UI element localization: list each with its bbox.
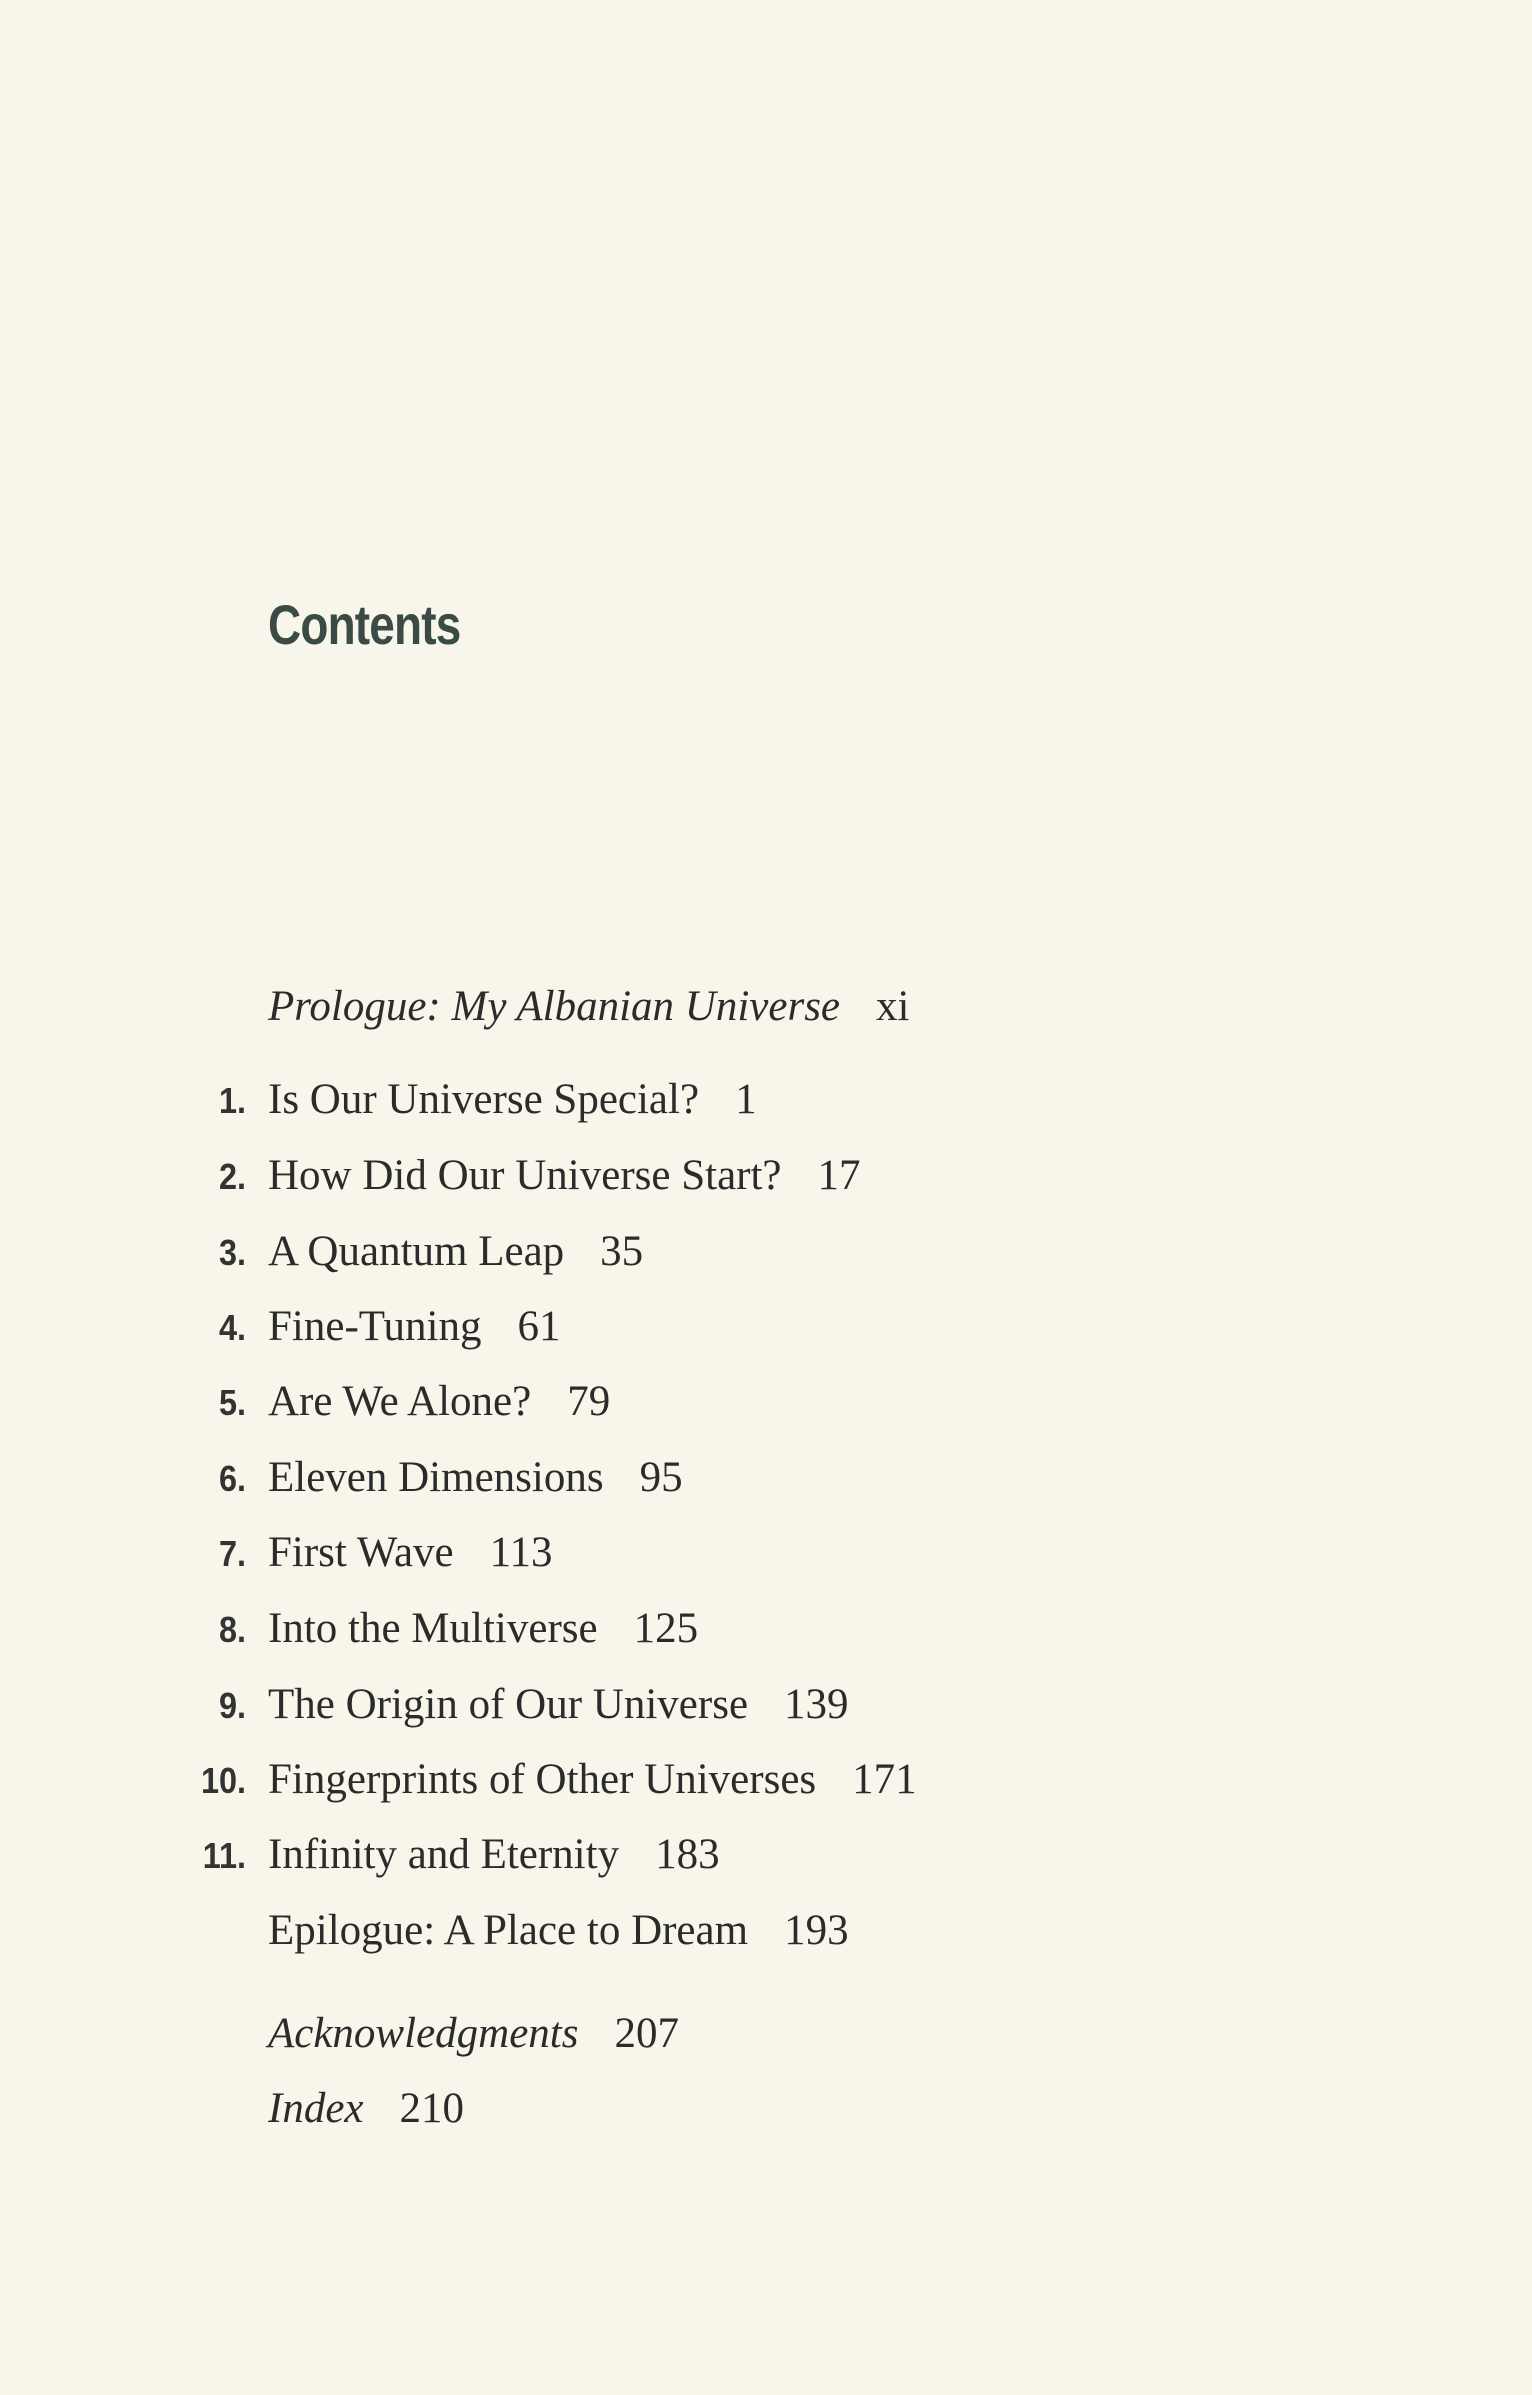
toc-entry-label: Is Our Universe Special?: [268, 1076, 700, 1123]
toc-entry-chapter-10[interactable]: [268, 1758, 917, 1801]
chapter-number: 7.: [218, 1533, 246, 1574]
page-title: Contents: [268, 593, 461, 656]
toc-entry-label: Prologue: My Albanian Universe: [268, 983, 841, 1030]
toc-entry-label: Are We Alone?: [268, 1378, 532, 1425]
chapter-number: 1.: [218, 1080, 246, 1121]
toc-entry-chapter-5[interactable]: [268, 1380, 610, 1423]
toc-entry-index[interactable]: [268, 2087, 464, 2130]
toc-page-number: 79: [567, 1378, 611, 1425]
toc-entry-chapter-7[interactable]: [268, 1531, 553, 1574]
toc-page-number: 61: [517, 1303, 561, 1350]
toc-page-number: 17: [817, 1152, 861, 1199]
toc-page-number: 210: [399, 2085, 464, 2132]
toc-entry-label: A Quantum Leap: [268, 1228, 565, 1275]
chapter-number: 11.: [202, 1835, 246, 1876]
toc-page-number: 171: [852, 1756, 917, 1803]
toc-page-number: 139: [784, 1681, 849, 1728]
toc-page-number: 125: [633, 1605, 699, 1652]
toc-entry-chapter-9[interactable]: [268, 1683, 849, 1726]
toc-entry-label: Fingerprints of Other Universes: [268, 1756, 817, 1803]
toc-entry-epilogue[interactable]: [268, 1909, 849, 1952]
toc-entry-chapter-8[interactable]: [268, 1607, 698, 1650]
toc-page-number: 1: [735, 1076, 757, 1123]
chapter-number: 2.: [218, 1156, 246, 1197]
toc-entry-acknowledgments[interactable]: [268, 2012, 679, 2055]
chapter-number: 8.: [218, 1609, 246, 1650]
toc-entry-label: Epilogue: A Place to Dream: [268, 1907, 749, 1954]
chapter-number: 4.: [218, 1307, 246, 1348]
toc-entry-chapter-1[interactable]: [268, 1078, 757, 1121]
toc-page-number: 113: [489, 1529, 553, 1576]
toc-entry-chapter-11[interactable]: [268, 1833, 720, 1876]
toc-entry-chapter-2[interactable]: [268, 1154, 861, 1197]
chapter-number: 5.: [218, 1382, 246, 1423]
chapter-number: 3.: [218, 1232, 246, 1273]
toc-entry-label: Acknowledgments: [268, 2010, 579, 2057]
toc-entry-label: The Origin of Our Universe: [268, 1681, 749, 1728]
toc-page-number: 95: [639, 1454, 683, 1501]
toc-entry-chapter-4[interactable]: [268, 1305, 560, 1348]
chapter-number: 9.: [218, 1685, 246, 1726]
toc-entry-label: Index: [268, 2085, 364, 2132]
toc-entry-chapter-6[interactable]: [268, 1456, 683, 1499]
toc-entry-prologue[interactable]: [268, 985, 909, 1028]
chapter-number: 10.: [200, 1760, 246, 1801]
toc-entry-label: Infinity and Eternity: [268, 1831, 620, 1878]
toc-entry-label: Into the Multiverse: [268, 1605, 598, 1652]
toc-page-number: 193: [784, 1907, 849, 1954]
toc-entry-label: Eleven Dimensions: [268, 1454, 604, 1501]
toc-entry-label: First Wave: [268, 1529, 454, 1576]
toc-entry-label: Fine-Tuning: [268, 1303, 482, 1350]
toc-entry-chapter-3[interactable]: [268, 1230, 643, 1273]
toc-page-number: xi: [876, 983, 910, 1030]
toc-page-number: 35: [600, 1228, 644, 1275]
toc-page-number: 183: [655, 1831, 720, 1878]
chapter-number: 6.: [218, 1458, 246, 1499]
toc-page-number: 207: [614, 2010, 679, 2057]
toc-entry-label: How Did Our Universe Start?: [268, 1152, 782, 1199]
